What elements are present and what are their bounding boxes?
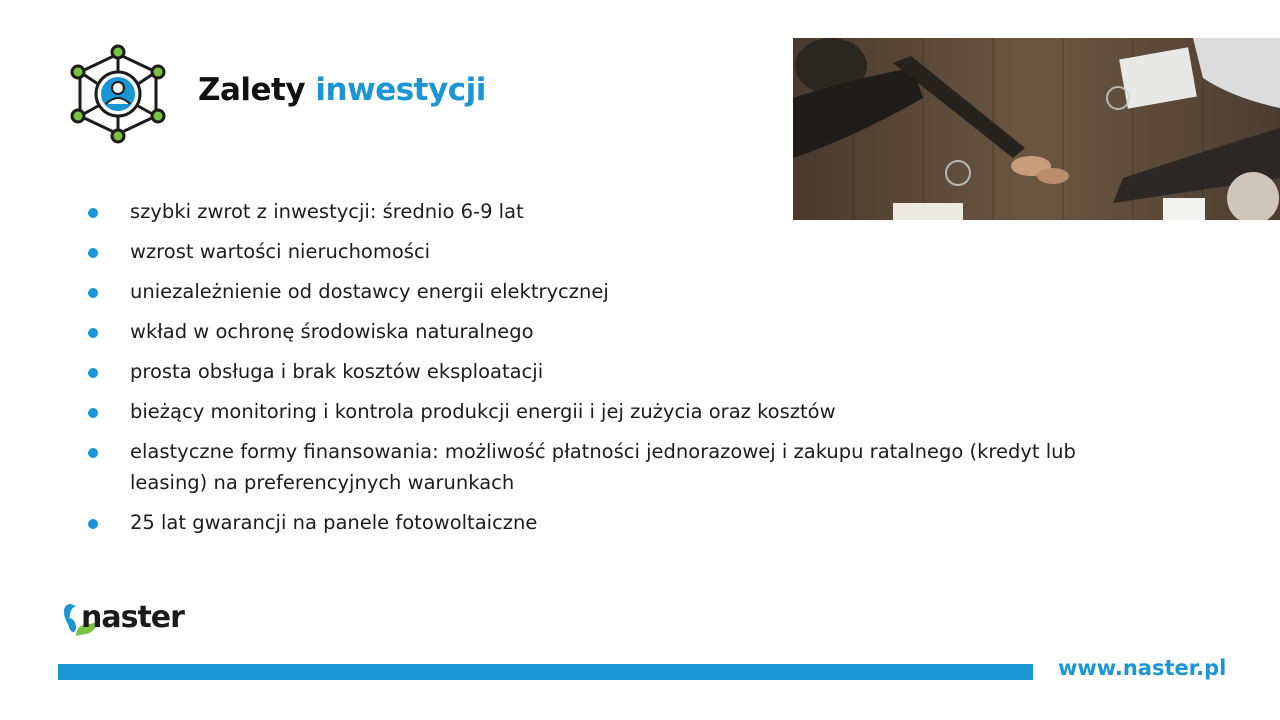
- bullet-icon: [88, 368, 98, 378]
- list-item: [86, 196, 1126, 227]
- footer-bar: [58, 664, 1033, 680]
- bullet-icon: [88, 208, 98, 218]
- list-item: [86, 276, 1126, 307]
- list-item-text: prosta obsługa i brak kosztów eksploatacji: [130, 360, 544, 383]
- bullet-icon: [88, 519, 98, 529]
- business-handshake-photo: [793, 38, 1280, 220]
- list-item: [86, 356, 1126, 387]
- list-item-text: wkład w ochronę środowiska naturalnego: [130, 320, 534, 343]
- logo-text: naster: [81, 600, 184, 635]
- list-item: [86, 436, 1126, 498]
- bullet-icon: [88, 288, 98, 298]
- list-item: [86, 316, 1126, 347]
- list-item-text: szybki zwrot z inwestycji: średnio 6-9 lat: [130, 200, 524, 223]
- list-item: [86, 396, 1126, 427]
- page-title: [198, 72, 486, 108]
- title-part-1: Zalety: [198, 72, 306, 108]
- list-item-text: bieżący monitoring i kontrola produkcji energii i jej zużycia oraz kosztów: [130, 400, 836, 423]
- naster-logo: [62, 600, 222, 640]
- footer-url[interactable]: www.naster.pl: [1058, 656, 1227, 680]
- network-person-icon: [70, 44, 166, 144]
- bullet-icon: [88, 448, 98, 458]
- title-part-2: inwestycji: [315, 72, 486, 108]
- list-item-text: elastyczne formy finansowania: możliwość płatności jednorazowej i zakupu ratalnego (kredyt lub leasing) na preferencyjnych warunkach: [130, 440, 1076, 494]
- bullet-icon: [88, 248, 98, 258]
- list-item: [86, 236, 1126, 267]
- list-item-text: wzrost wartości nieruchomości: [130, 240, 431, 263]
- list-item-text: 25 lat gwarancji na panele fotowoltaiczne: [130, 511, 538, 534]
- list-item-text: uniezależnienie od dostawcy energii elektrycznej: [130, 280, 609, 303]
- bullet-icon: [88, 328, 98, 338]
- benefits-list: [86, 196, 1126, 547]
- bullet-icon: [88, 408, 98, 418]
- list-item: [86, 507, 1126, 538]
